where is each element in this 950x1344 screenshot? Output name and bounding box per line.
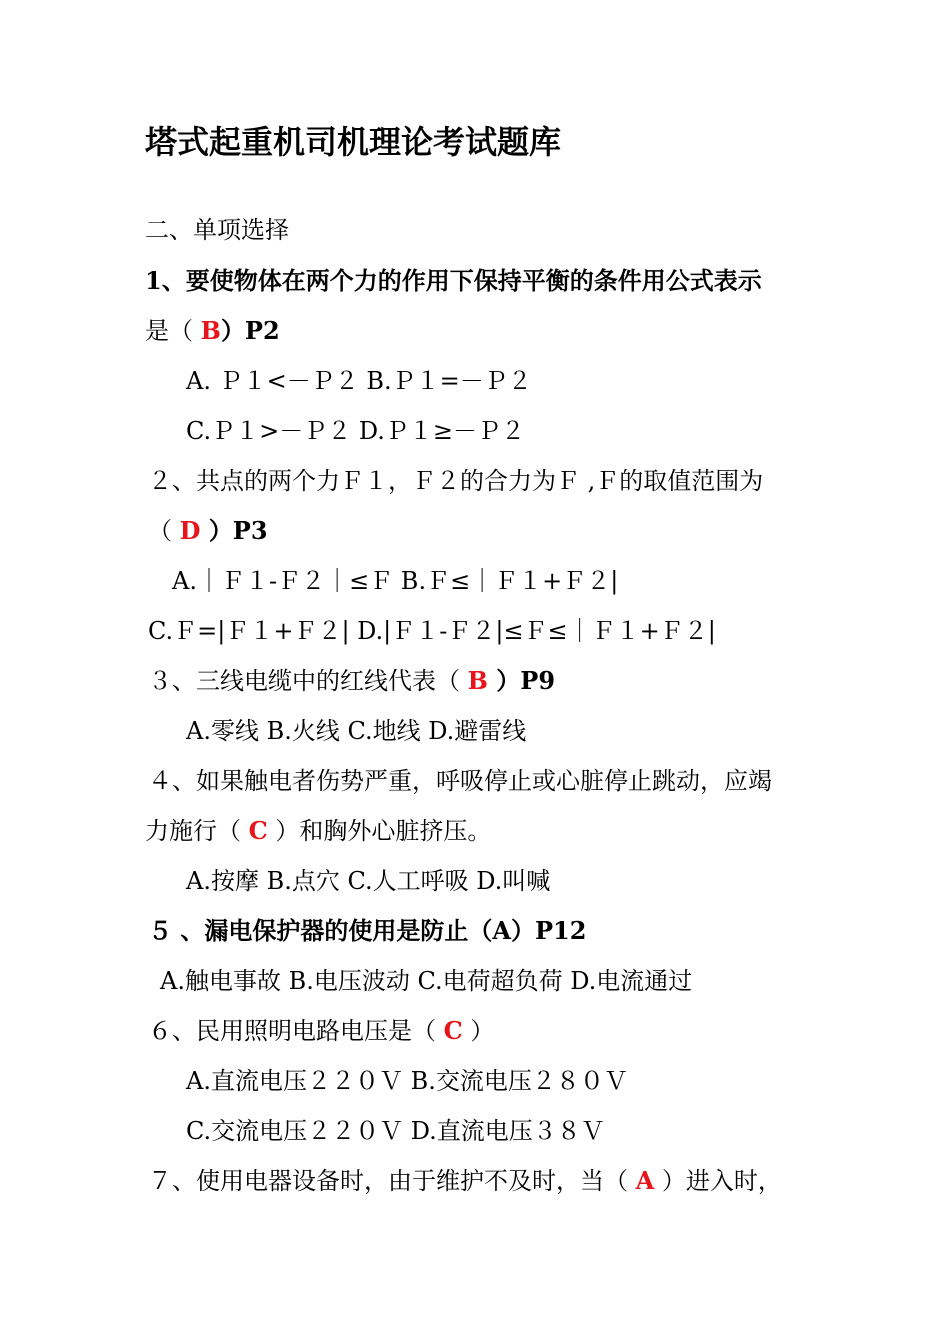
question-6-options-ab: A.直流电压２２０Ｖ B.交流电压２８０Ｖ xyxy=(186,1067,628,1095)
question-1-text: 1、要使物体在两个力的作用下保持平衡的条件用公式表示 xyxy=(145,266,762,295)
question-suffix: ）P9 xyxy=(487,666,556,695)
question-suffix: ） xyxy=(462,1017,495,1045)
question-prefix: ３、三线电缆中的红线代表（ xyxy=(148,667,468,695)
question-1-options-ab: A. Ｐ１<－Ｐ２ B.Ｐ１=－Ｐ２ xyxy=(186,367,532,395)
answer-key: D xyxy=(179,516,201,545)
answer-prefix: 力施行（ xyxy=(145,817,249,845)
question-4-answer-line xyxy=(145,816,491,846)
answer-suffix: ）和胸外心脏挤压。 xyxy=(267,817,492,845)
answer-suffix: ）P2 xyxy=(220,316,280,345)
answer-key: C xyxy=(443,1016,463,1045)
question-3-text xyxy=(148,666,555,696)
question-2-answer-line xyxy=(148,516,268,546)
answer-key: C xyxy=(248,816,268,845)
answer-suffix: ）P3 xyxy=(200,516,268,545)
question-6-options-cd: C.交流电压２２０Ｖ D.直流电压３８Ｖ xyxy=(186,1117,605,1145)
answer-key: A xyxy=(635,1166,655,1195)
answer-key: B xyxy=(467,666,488,695)
question-4-options: A.按摩 B.点穴 C.人工呼吸 D.叫喊 xyxy=(186,867,551,895)
page-title: 塔式起重机司机理论考试题库 xyxy=(145,123,562,161)
question-7-text xyxy=(148,1166,782,1196)
question-1-answer-line xyxy=(145,316,280,346)
answer-key: B xyxy=(200,316,221,345)
section-heading: 二、单项选择 xyxy=(145,216,289,244)
question-6-text xyxy=(148,1016,494,1046)
question-3-options: A.零线 B.火线 C.地线 D.避雷线 xyxy=(186,717,527,745)
question-5-options: A.触电事故 B.电压波动 C.电荷超负荷 D.电流通过 xyxy=(160,967,693,995)
question-prefix: ６、民用照明电路电压是（ xyxy=(148,1017,444,1045)
question-4-text: ４、如果触电者伤势严重，呼吸停止或心脏停止跳动，应竭 xyxy=(148,767,772,795)
answer-prefix: 是（ xyxy=(145,317,201,345)
question-1-options-cd: C.Ｐ１>－Ｐ２ D.Ｐ１≥－Ｐ２ xyxy=(186,417,525,445)
question-prefix: ７、使用电器设备时，由于维护不及时，当（ xyxy=(148,1167,636,1195)
question-suffix: ）进入时， xyxy=(654,1167,782,1195)
answer-prefix: （ xyxy=(148,517,180,545)
question-2-options-ab: A.｜Ｆ１-Ｆ２｜≤Ｆ B.Ｆ≤｜Ｆ１+Ｆ２| xyxy=(172,567,619,595)
question-5-text: ５ 、漏电保护器的使用是防止（A）P12 xyxy=(148,916,587,945)
question-2-text: ２、共点的两个力Ｆ１，Ｆ２的合力为Ｆ ,Ｆ的取值范围为 xyxy=(148,467,764,495)
question-2-options-cd: C.Ｆ=|Ｆ１+Ｆ２| D.|Ｆ１-Ｆ２|≤Ｆ≤｜Ｆ１+Ｆ２| xyxy=(148,617,716,645)
